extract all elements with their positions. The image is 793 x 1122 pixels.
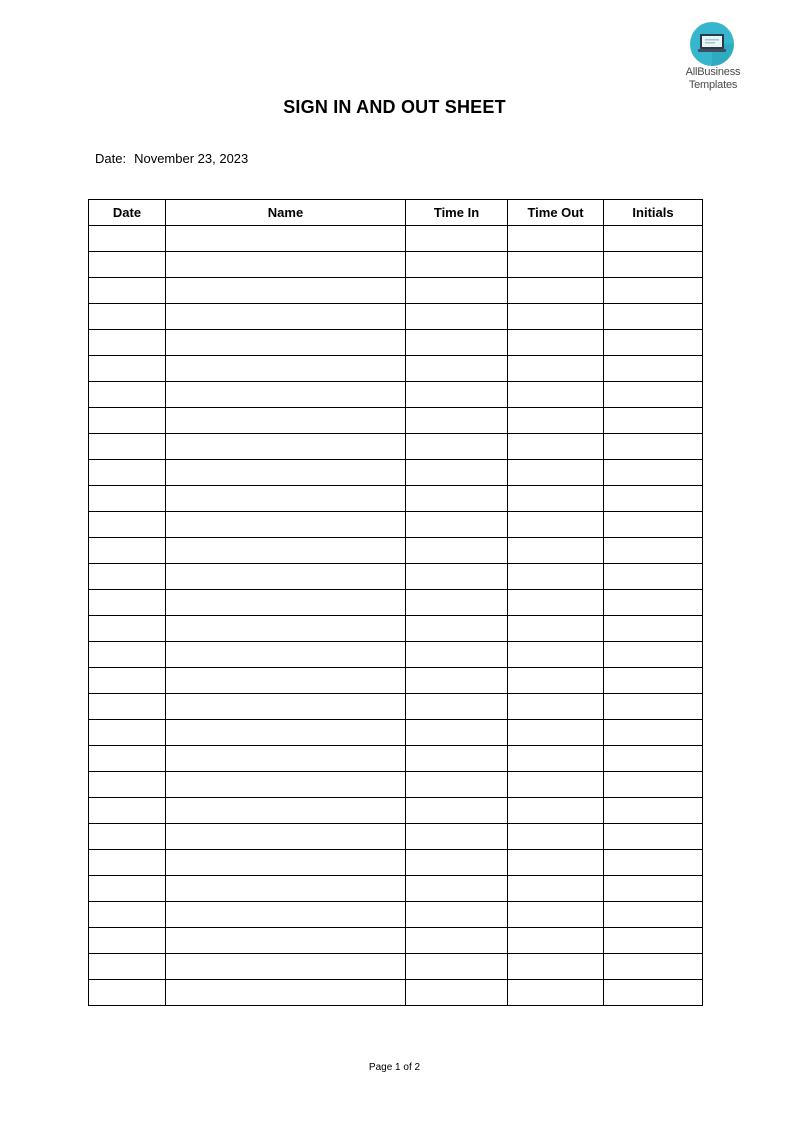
cell-name[interactable] <box>166 408 406 434</box>
date-label: Date: <box>95 151 127 166</box>
cell-initials[interactable] <box>604 252 703 278</box>
cell-initials[interactable] <box>604 720 703 746</box>
cell-date[interactable] <box>89 694 166 720</box>
cell-time-in[interactable] <box>406 330 508 356</box>
cell-initials[interactable] <box>604 460 703 486</box>
cell-date[interactable] <box>89 356 166 382</box>
table-row <box>89 876 703 902</box>
cell-name[interactable] <box>166 980 406 1006</box>
cell-time-in[interactable] <box>406 642 508 668</box>
cell-time-out[interactable] <box>508 252 604 278</box>
cell-date[interactable] <box>89 668 166 694</box>
table-row <box>89 564 703 590</box>
cell-date[interactable] <box>89 564 166 590</box>
cell-date[interactable] <box>89 512 166 538</box>
table-row <box>89 798 703 824</box>
cell-time-out[interactable] <box>508 512 604 538</box>
cell-time-out[interactable] <box>508 850 604 876</box>
cell-time-in[interactable] <box>406 876 508 902</box>
cell-time-in[interactable] <box>406 382 508 408</box>
cell-time-out[interactable] <box>508 226 604 252</box>
cell-name[interactable] <box>166 252 406 278</box>
table-row <box>89 824 703 850</box>
table-row <box>89 642 703 668</box>
table-row <box>89 252 703 278</box>
cell-initials[interactable] <box>604 954 703 980</box>
cell-name[interactable] <box>166 772 406 798</box>
cell-initials[interactable] <box>604 486 703 512</box>
page-title: SIGN IN AND OUT SHEET <box>283 97 506 117</box>
cell-name[interactable] <box>166 616 406 642</box>
cell-time-out[interactable] <box>508 564 604 590</box>
cell-name[interactable] <box>166 564 406 590</box>
cell-name[interactable] <box>166 720 406 746</box>
cell-time-in[interactable] <box>406 902 508 928</box>
cell-time-out[interactable] <box>508 876 604 902</box>
cell-initials[interactable] <box>604 564 703 590</box>
cell-time-in[interactable] <box>406 668 508 694</box>
cell-name[interactable] <box>166 538 406 564</box>
cell-time-in[interactable] <box>406 434 508 460</box>
cell-time-out[interactable] <box>508 642 604 668</box>
cell-time-out[interactable] <box>508 408 604 434</box>
cell-name[interactable] <box>166 590 406 616</box>
table-row <box>89 850 703 876</box>
cell-name[interactable] <box>166 954 406 980</box>
cell-time-in[interactable] <box>406 954 508 980</box>
cell-initials[interactable] <box>604 980 703 1006</box>
cell-time-in[interactable] <box>406 928 508 954</box>
cell-date[interactable] <box>89 382 166 408</box>
laptop-icon <box>690 22 734 66</box>
cell-time-out[interactable] <box>508 824 604 850</box>
table-row <box>89 668 703 694</box>
cell-time-in[interactable] <box>406 512 508 538</box>
table-row <box>89 590 703 616</box>
cell-date[interactable] <box>89 772 166 798</box>
cell-name[interactable] <box>166 798 406 824</box>
cell-date[interactable] <box>89 408 166 434</box>
table-row <box>89 928 703 954</box>
cell-initials[interactable] <box>604 928 703 954</box>
cell-initials[interactable] <box>604 746 703 772</box>
cell-name[interactable] <box>166 850 406 876</box>
cell-time-in[interactable] <box>406 460 508 486</box>
cell-time-in[interactable] <box>406 798 508 824</box>
cell-time-out[interactable] <box>508 720 604 746</box>
cell-initials[interactable] <box>604 798 703 824</box>
cell-name[interactable] <box>166 876 406 902</box>
cell-date[interactable] <box>89 928 166 954</box>
cell-time-out[interactable] <box>508 304 604 330</box>
cell-date[interactable] <box>89 460 166 486</box>
cell-date[interactable] <box>89 486 166 512</box>
cell-name[interactable] <box>166 356 406 382</box>
cell-name[interactable] <box>166 746 406 772</box>
cell-name[interactable] <box>166 486 406 512</box>
table-row <box>89 902 703 928</box>
cell-date[interactable] <box>89 850 166 876</box>
cell-initials[interactable] <box>604 590 703 616</box>
cell-time-in[interactable] <box>406 564 508 590</box>
cell-time-out[interactable] <box>508 772 604 798</box>
cell-initials[interactable] <box>604 694 703 720</box>
cell-date[interactable] <box>89 538 166 564</box>
cell-time-in[interactable] <box>406 226 508 252</box>
cell-initials[interactable] <box>604 616 703 642</box>
cell-time-in[interactable] <box>406 356 508 382</box>
cell-date[interactable] <box>89 278 166 304</box>
cell-initials[interactable] <box>604 278 703 304</box>
cell-name[interactable] <box>166 694 406 720</box>
cell-date[interactable] <box>89 304 166 330</box>
cell-time-out[interactable] <box>508 668 604 694</box>
cell-initials[interactable] <box>604 434 703 460</box>
allbusiness-templates-logo <box>680 22 746 94</box>
cell-time-out[interactable] <box>508 694 604 720</box>
cell-initials[interactable] <box>604 512 703 538</box>
cell-name[interactable] <box>166 668 406 694</box>
cell-name[interactable] <box>166 304 406 330</box>
cell-time-out[interactable] <box>508 460 604 486</box>
cell-date[interactable] <box>89 824 166 850</box>
logo-text-line1: AllBusiness <box>685 66 741 78</box>
cell-initials[interactable] <box>604 876 703 902</box>
cell-name[interactable] <box>166 642 406 668</box>
cell-time-in[interactable] <box>406 304 508 330</box>
cell-name[interactable] <box>166 330 406 356</box>
cell-initials[interactable] <box>604 850 703 876</box>
cell-name[interactable] <box>166 824 406 850</box>
cell-time-out[interactable] <box>508 980 604 1006</box>
table-row <box>89 408 703 434</box>
cell-time-in[interactable] <box>406 252 508 278</box>
cell-date[interactable] <box>89 590 166 616</box>
cell-initials[interactable] <box>604 304 703 330</box>
cell-time-out[interactable] <box>508 928 604 954</box>
table-row <box>89 538 703 564</box>
date-line <box>95 151 248 166</box>
date-value: November 23, 2023 <box>134 151 249 166</box>
cell-name[interactable] <box>166 512 406 538</box>
table-row <box>89 720 703 746</box>
table-row <box>89 980 703 1006</box>
cell-name[interactable] <box>166 278 406 304</box>
table-body <box>89 226 703 1006</box>
cell-time-in[interactable] <box>406 824 508 850</box>
cell-initials[interactable] <box>604 668 703 694</box>
cell-time-in[interactable] <box>406 746 508 772</box>
cell-date[interactable] <box>89 434 166 460</box>
cell-date[interactable] <box>89 252 166 278</box>
cell-time-in[interactable] <box>406 720 508 746</box>
cell-date[interactable] <box>89 798 166 824</box>
cell-time-out[interactable] <box>508 746 604 772</box>
cell-date[interactable] <box>89 876 166 902</box>
cell-date[interactable] <box>89 902 166 928</box>
table-row <box>89 486 703 512</box>
page-footer: Page 1 of 2 <box>368 1062 421 1073</box>
cell-time-out[interactable] <box>508 538 604 564</box>
cell-time-out[interactable] <box>508 356 604 382</box>
column-header-date: Date <box>89 200 166 226</box>
table-row <box>89 512 703 538</box>
cell-time-in[interactable] <box>406 616 508 642</box>
table-row <box>89 434 703 460</box>
table-row <box>89 746 703 772</box>
cell-time-out[interactable] <box>508 798 604 824</box>
cell-time-out[interactable] <box>508 954 604 980</box>
cell-date[interactable] <box>89 720 166 746</box>
table-row <box>89 616 703 642</box>
cell-time-in[interactable] <box>406 538 508 564</box>
table-row <box>89 694 703 720</box>
column-header-time-out: Time Out <box>508 200 604 226</box>
cell-time-in[interactable] <box>406 694 508 720</box>
cell-initials[interactable] <box>604 902 703 928</box>
table-row <box>89 382 703 408</box>
cell-initials[interactable] <box>604 382 703 408</box>
sign-in-out-table <box>88 199 703 1006</box>
cell-time-out[interactable] <box>508 486 604 512</box>
cell-date[interactable] <box>89 616 166 642</box>
cell-date[interactable] <box>89 954 166 980</box>
cell-name[interactable] <box>166 226 406 252</box>
cell-initials[interactable] <box>604 356 703 382</box>
table-row <box>89 460 703 486</box>
cell-initials[interactable] <box>604 642 703 668</box>
cell-initials[interactable] <box>604 824 703 850</box>
cell-time-in[interactable] <box>406 980 508 1006</box>
cell-initials[interactable] <box>604 226 703 252</box>
cell-time-in[interactable] <box>406 590 508 616</box>
cell-time-out[interactable] <box>508 382 604 408</box>
cell-name[interactable] <box>166 434 406 460</box>
table-row <box>89 304 703 330</box>
table-row <box>89 226 703 252</box>
cell-initials[interactable] <box>604 538 703 564</box>
cell-name[interactable] <box>166 928 406 954</box>
table-row <box>89 772 703 798</box>
cell-date[interactable] <box>89 746 166 772</box>
cell-name[interactable] <box>166 382 406 408</box>
cell-date[interactable] <box>89 980 166 1006</box>
cell-time-in[interactable] <box>406 486 508 512</box>
cell-time-out[interactable] <box>508 616 604 642</box>
table-row <box>89 356 703 382</box>
cell-time-out[interactable] <box>508 434 604 460</box>
table-row <box>89 278 703 304</box>
cell-initials[interactable] <box>604 772 703 798</box>
table-header-row <box>89 200 703 226</box>
cell-time-in[interactable] <box>406 772 508 798</box>
logo-text-line2: Templates <box>688 79 738 91</box>
cell-time-in[interactable] <box>406 278 508 304</box>
cell-time-out[interactable] <box>508 590 604 616</box>
cell-name[interactable] <box>166 902 406 928</box>
cell-date[interactable] <box>89 330 166 356</box>
cell-initials[interactable] <box>604 330 703 356</box>
cell-time-out[interactable] <box>508 278 604 304</box>
cell-date[interactable] <box>89 642 166 668</box>
table-row <box>89 954 703 980</box>
cell-time-out[interactable] <box>508 330 604 356</box>
cell-initials[interactable] <box>604 408 703 434</box>
cell-time-in[interactable] <box>406 408 508 434</box>
column-header-name: Name <box>166 200 406 226</box>
table-row <box>89 330 703 356</box>
cell-date[interactable] <box>89 226 166 252</box>
column-header-initials: Initials <box>604 200 703 226</box>
cell-time-out[interactable] <box>508 902 604 928</box>
column-header-time-in: Time In <box>406 200 508 226</box>
cell-time-in[interactable] <box>406 850 508 876</box>
cell-name[interactable] <box>166 460 406 486</box>
